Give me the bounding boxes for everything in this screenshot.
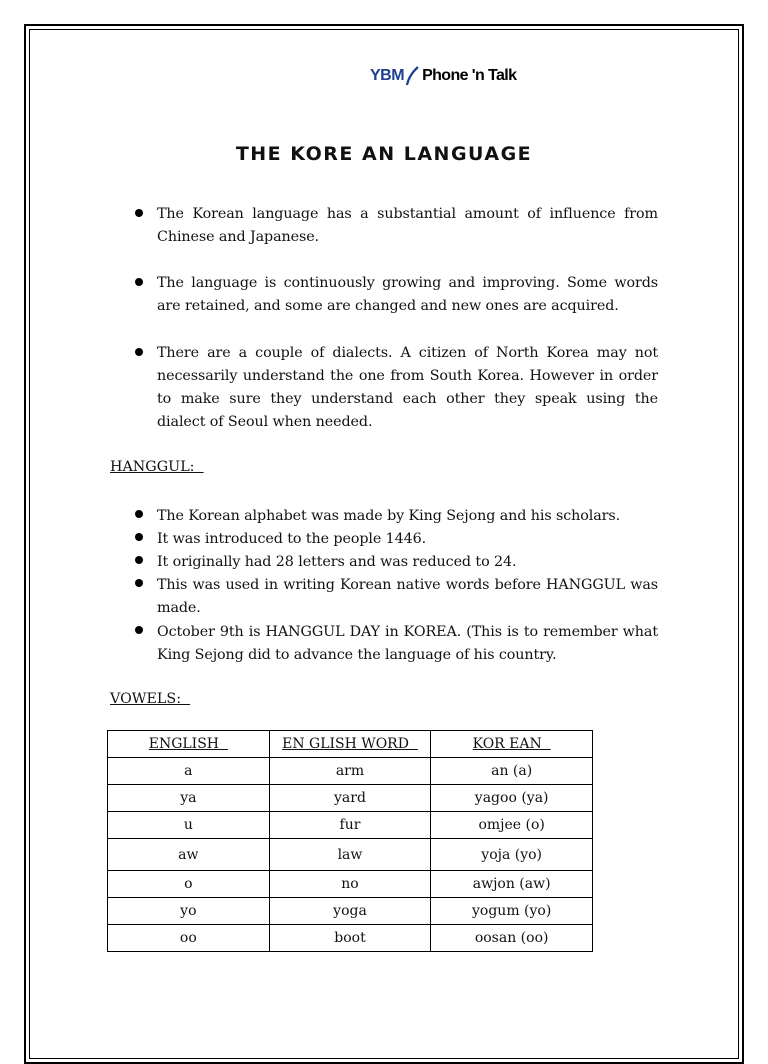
table-cell: fur xyxy=(269,812,431,839)
table-cell: yard xyxy=(269,785,431,812)
vowels-table xyxy=(107,730,593,952)
vowels-heading: VOWELS: xyxy=(110,691,191,707)
logo-product: Phone 'n Talk xyxy=(422,67,517,84)
hanggul-bullet-4: This was used in writing Korean native words before HANGGUL was made. xyxy=(157,577,658,616)
table-cell: ya xyxy=(108,785,270,812)
bullet-icon xyxy=(135,533,143,541)
table-cell: awjon (aw) xyxy=(431,871,593,898)
table-cell: o xyxy=(108,871,270,898)
hanggul-bullet-3: It originally had 28 letters and was reduced to 24. xyxy=(157,554,517,570)
table-row xyxy=(108,925,593,952)
table-cell: yo xyxy=(108,898,270,925)
table-row xyxy=(108,758,593,785)
bullet-icon xyxy=(135,556,143,564)
hanggul-bullet-1: The Korean alphabet was made by King Sejong and his scholars. xyxy=(157,508,621,524)
table-row xyxy=(108,785,593,812)
table-cell: aw xyxy=(108,839,270,871)
bullet-icon xyxy=(135,278,143,286)
table-row xyxy=(108,871,593,898)
column-header: EN GLISH WORD xyxy=(269,731,431,758)
bullet-icon xyxy=(135,510,143,518)
table-row xyxy=(108,839,593,871)
table-cell: yoja (yo) xyxy=(431,839,593,871)
bullet-icon xyxy=(135,579,143,587)
table-cell: yagoo (ya) xyxy=(431,785,593,812)
table-cell: a xyxy=(108,758,270,785)
bullet-icon xyxy=(135,348,143,356)
table-cell: arm xyxy=(269,758,431,785)
bullet-icon xyxy=(135,626,143,634)
table-cell: yoga xyxy=(269,898,431,925)
column-header: ENGLISH xyxy=(108,731,270,758)
table-cell: no xyxy=(269,871,431,898)
intro-bullet-1: The Korean language has a substantial amount of influence from Chinese and Japanese. xyxy=(157,206,658,245)
table-cell: yogum (yo) xyxy=(431,898,593,925)
intro-bullet-3: There are a couple of dialects. A citizen of North Korea may not necessarily understand the one from South Korea. However in order to make sure they understand each other they speak using the dialect of Seoul when needed. xyxy=(157,345,658,430)
table-cell: u xyxy=(108,812,270,839)
hanggul-bullet-5: October 9th is HANGGUL DAY in KOREA. (This is to remember what King Sejong did to advance the language of his country. xyxy=(157,624,658,663)
table-cell: boot xyxy=(269,925,431,952)
table-cell: oosan (oo) xyxy=(431,925,593,952)
table-cell: law xyxy=(269,839,431,871)
ybm-logo xyxy=(370,64,516,88)
table-row xyxy=(108,898,593,925)
logo-swoosh-icon xyxy=(405,65,421,87)
table-cell: an (a) xyxy=(431,758,593,785)
table-row xyxy=(108,812,593,839)
table-header-row xyxy=(108,731,593,758)
hanggul-bullet-2: It was introduced to the people 1446. xyxy=(157,531,427,547)
page-title: THE KORE AN LANGUAGE xyxy=(235,143,533,165)
table-cell: omjee (o) xyxy=(431,812,593,839)
table-cell: oo xyxy=(108,925,270,952)
hanggul-heading: HANGGUL: xyxy=(110,459,204,475)
bullet-icon xyxy=(135,209,143,217)
logo-brand: YBM xyxy=(370,67,405,84)
intro-bullet-2: The language is continuously growing and improving. Some words are retained, and some are changed and new ones are acquired. xyxy=(157,275,658,314)
column-header: KOR EAN xyxy=(431,731,593,758)
